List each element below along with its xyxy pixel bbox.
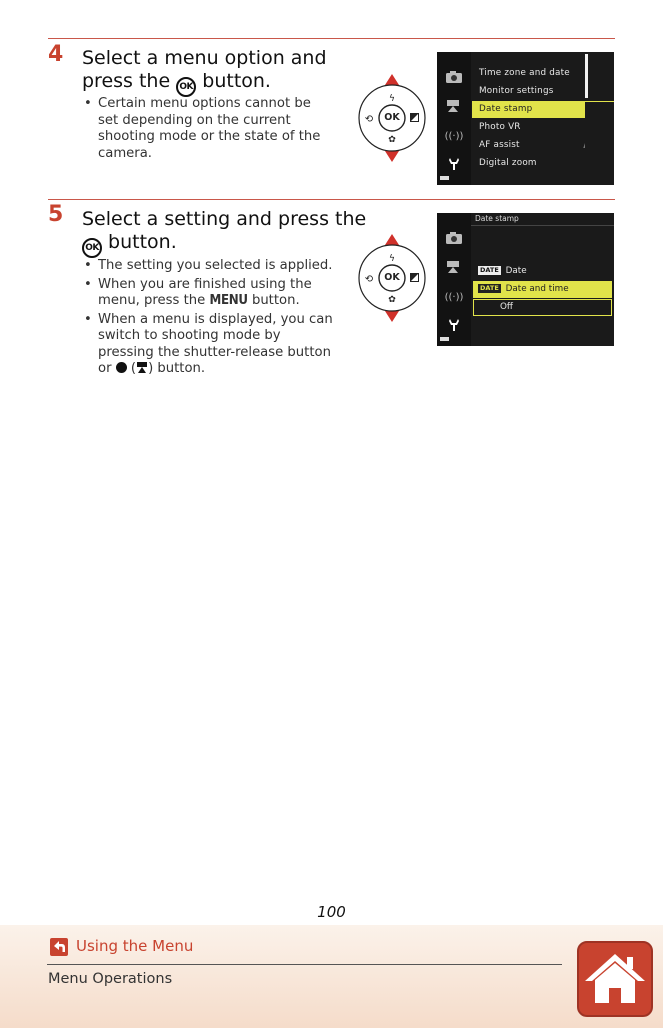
- step5-bullet-1: • The setting you selected is applied.: [84, 258, 334, 275]
- menu-item[interactable]: [472, 119, 584, 136]
- step4-title: [82, 47, 327, 97]
- back-arrow-icon[interactable]: [50, 938, 68, 956]
- home-button[interactable]: [577, 941, 653, 1017]
- menu-icon-column: [437, 213, 471, 346]
- menu-item[interactable]: [472, 137, 584, 154]
- step4-bullet: • Certain menu options cannot be set depending on the current shooting mode or the state of the camera.: [84, 96, 332, 162]
- setup-wrench-icon: [445, 156, 463, 170]
- step4-number: 4: [48, 42, 64, 67]
- menu-item-label: Time zone and date: [479, 68, 570, 78]
- footer-divider: [47, 964, 562, 965]
- step4-title-line2: [82, 70, 327, 97]
- step5-bullet-2: • When you are finished using the menu, press the MENU button.: [84, 277, 334, 310]
- camera-icon: [445, 230, 463, 244]
- svg-text:((·)): ((·)): [445, 292, 463, 303]
- menu-item-label: Monitor settings: [479, 86, 554, 96]
- step5-title-post: button.: [108, 231, 177, 253]
- step5-rule: [48, 199, 615, 200]
- svg-text:ϟ: ϟ: [389, 254, 395, 264]
- dpad-ok-label: OK: [384, 272, 400, 283]
- menu-button-label: MENU: [209, 293, 248, 308]
- menu-item-label: Photo VR: [479, 122, 521, 132]
- camera-menu-screen: [437, 52, 614, 185]
- ok-button-icon: OK: [176, 77, 196, 97]
- movie-record-dot-icon: [116, 362, 127, 373]
- svg-text:⟲: ⟲: [364, 274, 374, 285]
- menu-item[interactable]: [472, 65, 584, 82]
- page-number: 100: [317, 903, 346, 921]
- wireless-icon: [445, 288, 463, 302]
- date-stamp-screen: [437, 213, 614, 346]
- dpad-ok-label: OK: [384, 112, 400, 123]
- step5-bullet-3: • When a menu is displayed, you can switch to shooting mode by pressing the shutter-release button or ( ) button.: [84, 312, 334, 378]
- svg-text:✿: ✿: [388, 295, 396, 305]
- movie-record-icon: [136, 362, 148, 373]
- subsection-title: Menu Operations: [48, 971, 173, 987]
- date-time-badge-icon: DATE: [480, 284, 499, 292]
- menu-item-label: Date stamp: [479, 104, 533, 114]
- step4-title-post: button.: [202, 70, 271, 92]
- date-stamp-header: Date stamp: [475, 214, 519, 223]
- svg-text:✿: ✿: [388, 135, 396, 145]
- movie-icon: [445, 259, 463, 273]
- step5-title-line1: Select a setting and press the: [82, 208, 367, 230]
- menu-icon-column: [437, 52, 471, 185]
- svg-text:((·)): ((·)): [445, 131, 463, 142]
- step4-title-line1: Select a menu option and: [82, 47, 327, 69]
- step5-number: 5: [48, 202, 64, 227]
- svg-text:⟲: ⟲: [364, 114, 374, 125]
- setup-wrench-icon: [445, 317, 463, 331]
- multi-selector-dpad-icon: [352, 230, 432, 326]
- battery-icon: [440, 337, 449, 341]
- step4-bullets: [84, 96, 332, 164]
- date-badge-icon: DATE: [480, 266, 499, 274]
- camera-icon: [445, 69, 463, 83]
- option-date[interactable]: DATE Date: [480, 266, 527, 276]
- step5-title: [82, 208, 366, 258]
- multi-selector-dpad-icon: [352, 70, 432, 166]
- menu-item-label: Digital zoom: [479, 158, 537, 168]
- svg-text:ϟ: ϟ: [389, 94, 395, 104]
- menu-scrollbar[interactable]: [585, 54, 588, 98]
- wireless-icon: [445, 127, 463, 141]
- home-icon: [579, 943, 651, 1015]
- step4-rule: [48, 38, 615, 39]
- menu-item[interactable]: [472, 83, 584, 100]
- step5-bullets: [84, 258, 334, 380]
- option-off[interactable]: Off: [473, 299, 612, 316]
- battery-icon: [440, 176, 449, 180]
- movie-icon: [445, 98, 463, 112]
- section-link[interactable]: Using the Menu: [76, 937, 194, 955]
- menu-item-label: AF assist: [479, 140, 520, 150]
- menu-item[interactable]: [472, 155, 584, 172]
- step5-title-line2: [82, 231, 366, 258]
- option-date-and-time[interactable]: DATE Date and time: [473, 281, 612, 298]
- ok-button-icon: OK: [82, 238, 102, 258]
- step4-title-pre: press the: [82, 70, 171, 92]
